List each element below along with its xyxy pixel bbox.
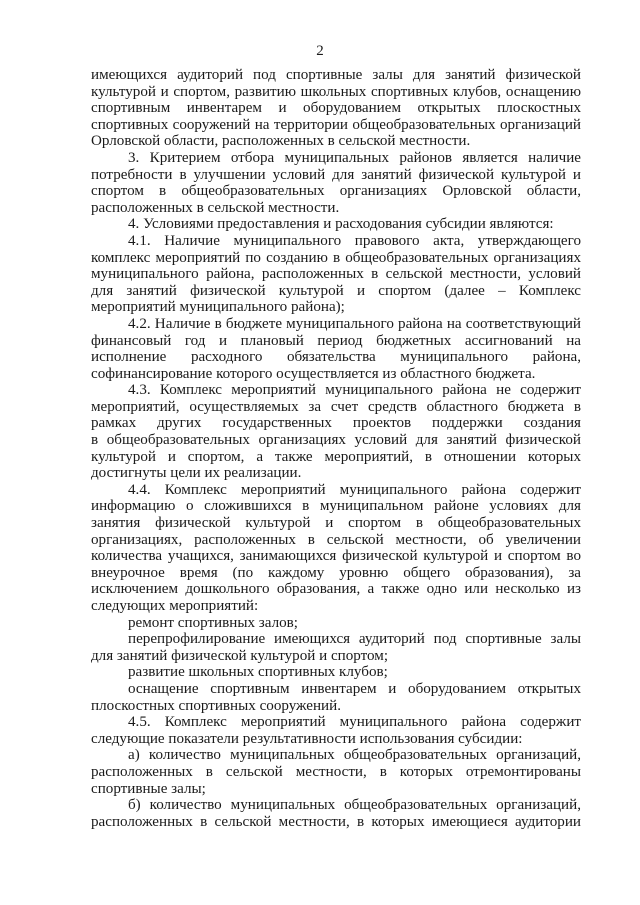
indicator-b: б) количество муниципальных общеобразовательных организаций, расположенных в сельской местности, в которых имеющиеся аудитории	[91, 797, 581, 830]
document-body	[91, 67, 581, 830]
paragraph-continuation: имеющихся аудиторий под спортивные залы для занятий физической культурой и спортом, развитию школьных спортивных клубов, оснащению спортивным инвентарем и оборудованием открытых плоскостных спортивных сооружений на территории общеобразовательных организаций Орловской области, расположенных в сельской местности.	[91, 67, 581, 150]
page-number: 2	[316, 43, 324, 59]
paragraph-4-4: 4.4. Комплекс мероприятий муниципального района содержит информацию о сложившихся в муниципальном районе условиях для занятия физической культурой и спортом в общеобразовательных организациях, расположенных в сельской местности, об увеличении количества учащихся, занимающихся физической культурой и спортом во внеурочное время (по каждому уровню общего образования), за исключением дошкольного образования, а также одно или несколько из следующих мероприятий:	[91, 481, 581, 614]
paragraph-4-3-continuation: в общеобразовательных организациях условий для занятий физической культурой и спортом, а также мероприятий, в отношении которых достигнуты цели их реализации.	[91, 432, 581, 482]
list-item-equipment: оснащение спортивным инвентарем и оборудованием открытых плоскостных спортивных сооружений.	[91, 680, 581, 714]
indicator-a: а) количество муниципальных общеобразовательных организаций, расположенных в сельской местности, в которых отремонтированы спортивные залы;	[91, 747, 581, 797]
paragraph-4-1: 4.1. Наличие муниципального правового акта, утверждающего комплекс мероприятий по созданию в общеобразовательных организациях муниципального района, расположенных в сельской местности, условий для занятий физической культурой и спортом (далее – Комплекс мероприятий муниципального района);	[91, 232, 581, 316]
list-item-room-conversion: перепрофилирование имеющихся аудиторий под спортивные залы для занятий физической культурой и спортом;	[91, 631, 581, 664]
list-item-sports-clubs: развитие школьных спортивных клубов;	[128, 664, 388, 681]
paragraph-3-selection-criterion: 3. Критерием отбора муниципальных районов является наличие потребности в улучшении условий для занятий физической культурой и спортом в общеобразовательных организациях Орловской области, расположенных в сельской местности.	[91, 149, 581, 216]
paragraph-4-2: 4.2. Наличие в бюджете муниципального района на соответствующий финансовый год и плановый период бюджетных ассигнований на исполнение расходного обязательства муниципального района, софинансирование которого осуществляется из областного бюджета.	[91, 315, 581, 382]
paragraph-4-conditions: 4. Условиями предоставления и расходования субсидии являются:	[128, 216, 554, 233]
paragraph-4-3: 4.3. Комплекс мероприятий муниципального района не содержит мероприятий, осуществляемых за счет средств областного бюджета в рамках других государственных проектов поддержки создания	[91, 382, 581, 432]
list-item-gym-repair: ремонт спортивных залов;	[128, 614, 298, 631]
paragraph-4-5: 4.5. Комплекс мероприятий муниципального района содержит следующие показатели результативности использования субсидии:	[91, 714, 581, 747]
